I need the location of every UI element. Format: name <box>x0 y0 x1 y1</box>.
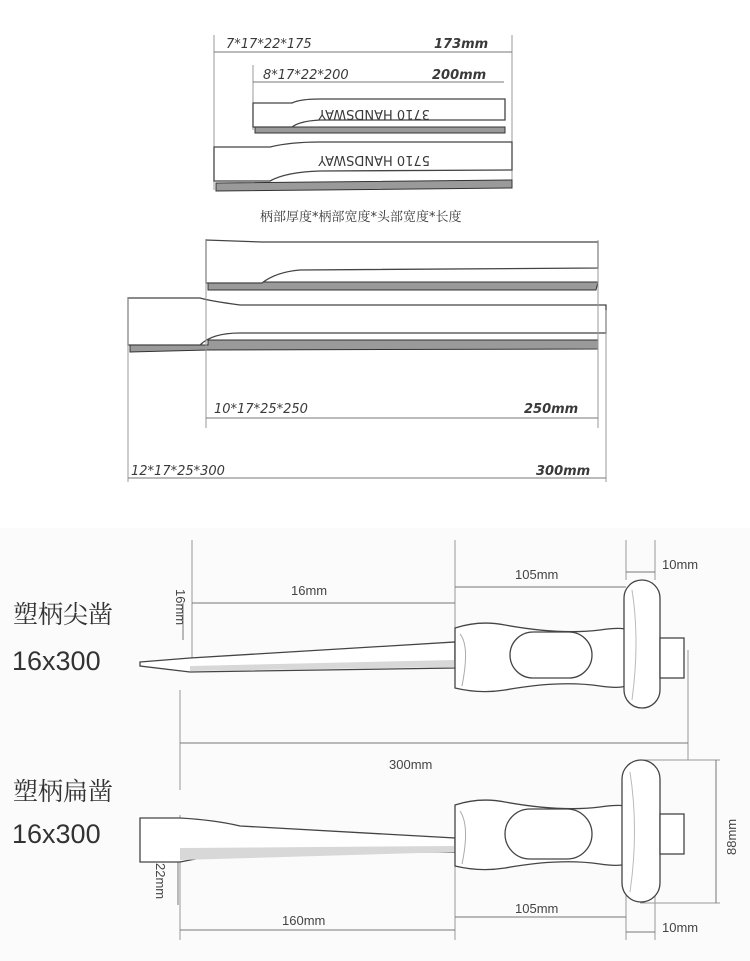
striking-end <box>660 638 684 678</box>
chisel-200 <box>214 142 512 191</box>
length-label: 200mm <box>432 68 487 83</box>
length-label: 300mm <box>536 464 591 479</box>
length-label: 173mm <box>434 37 489 52</box>
handle-length-label: 105mm <box>515 567 559 582</box>
chisel-175 <box>253 99 505 133</box>
blade-length-label: 160mm <box>282 913 326 928</box>
handle-grip <box>505 809 592 859</box>
overall-length-label: 300mm <box>389 757 433 772</box>
chisel-body <box>128 298 606 345</box>
tip-length-label: 16mm <box>291 583 328 598</box>
striking-end <box>660 814 684 854</box>
hand-guard <box>622 760 660 902</box>
spec-legend: 柄部厚度*柄部宽度*头部宽度*长度 <box>260 210 462 225</box>
top-panel <box>128 35 606 482</box>
spec-label: 7*17*22*175 <box>226 37 312 52</box>
handle-length-label: 105mm <box>515 901 559 916</box>
head-width-label: 22mm <box>153 863 168 900</box>
chisel-size: 16x300 <box>12 646 101 676</box>
chisel-size: 16x300 <box>12 819 101 849</box>
chisel-name: 塑柄尖凿 <box>13 600 114 629</box>
chisel-300 <box>128 298 606 352</box>
chisel-shadow <box>208 282 598 290</box>
chisel-engraving: 5710 HANDSWAY <box>318 152 430 167</box>
chisel-name: 塑柄扁凿 <box>13 777 114 806</box>
length-label: 250mm <box>524 402 579 417</box>
chisel-body <box>206 240 598 283</box>
guard-thickness-label: 10mm <box>662 557 699 572</box>
chisel-engraving: 3710 HANDSWAY <box>318 106 430 121</box>
spec-label: 8*17*22*200 <box>263 68 349 83</box>
guard-thickness-label: 10mm <box>662 920 699 935</box>
spec-label: 12*17*25*300 <box>131 464 225 479</box>
hand-guard <box>624 580 660 708</box>
bottom-panel <box>0 528 750 961</box>
chisel-250 <box>206 240 598 290</box>
guard-height-label: 88mm <box>724 818 739 855</box>
spec-label: 10*17*25*250 <box>214 402 308 417</box>
head-height-label: 16mm <box>173 589 188 626</box>
chisel-shadow <box>255 127 505 133</box>
handle-grip <box>510 632 592 678</box>
